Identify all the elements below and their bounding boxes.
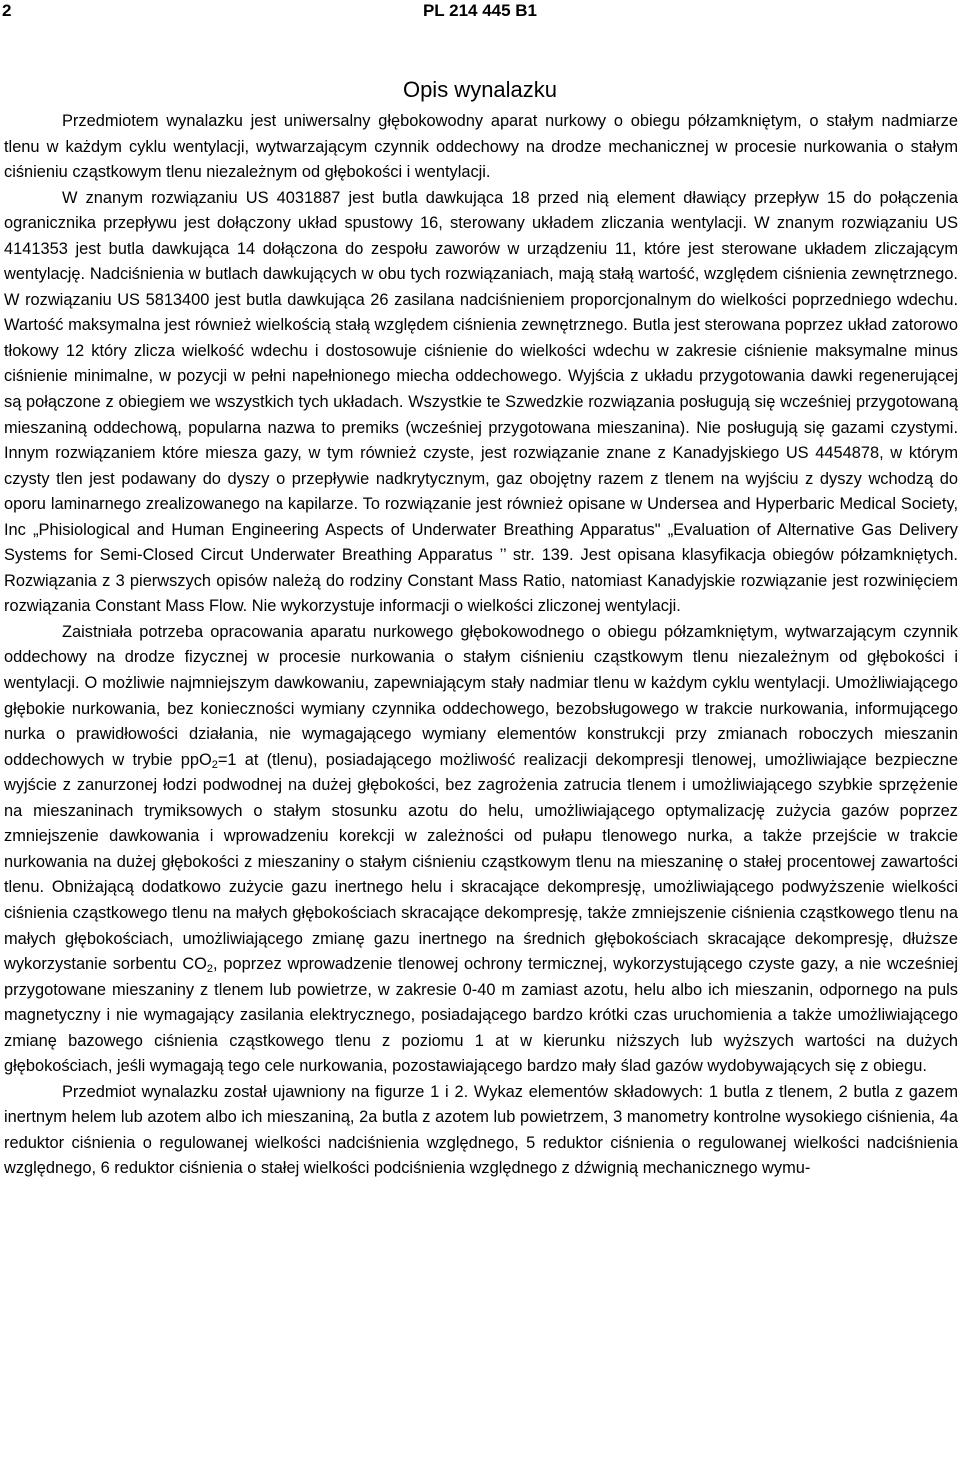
paragraph-need-part-1: Zaistniała potrzeba opracowania aparatu nurkowego głębokowodnego o obiegu półzamkniętym, wytwarzającym czynnik oddechowy na drodze fizycznej w procesie nurkowania o stałym ciśnieniu cząstkowym tlenu niezależnym od głębokości i wentylacji. O możliwie najmniejszym dawkowaniu, zapewniającym stały nadmiar tlenu w każdym cyklu wentylacji. Umożliwiającego głębokie nurkowania, bez konieczności wymiany czynnika oddechowego, bezobsługowego w trakcie nurkowania, informującego nurka o prawidłowości działania, nie wymagającego wymiany elementów konstrukcji przy zmianach roboczych mieszanin oddechowych w trybie ppO xyxy=(4,622,958,769)
document-body xyxy=(4,109,958,1182)
subscript-o2: 2 xyxy=(211,758,218,771)
page-number: 2 xyxy=(2,1,12,20)
paragraph-components: Przedmiot wynalazku został ujawniony na figurze 1 i 2. Wykaz elementów składowych: 1 butla z tlenem, 2 butla z gazem inertnym helem lub azotem albo ich mieszaniną, 2a butla z azotem lub powietrzem, 3 manometry kontrolne wysokiego ciśnienia, 4a reduktor ciśnienia o regulowanej wielkości nadciśnienia względnego, 5 reduktor ciśnienia o regulowanej wielkości nadciśnienia względnego, 6 reduktor ciśnienia o stałej wielkości podciśnienia względnego z dźwignią mechanicznego wymu- xyxy=(4,1082,958,1178)
paragraph-need-part-3: , poprzez wprowadzenie tlenowej ochrony termicznej, wykorzystującego czyste gazy, a nie wcześniej przygotowane mieszaniny z tlenem lub powietrze, w zakresie 0-40 m zamiast azotu, helu albo ich mieszanin, odpornego na puls magnetyczny i nie wymagający zasilania elektrycznego, posiadającego bardzo krótki czas uruchomienia a także umożliwiającego zmianę bazowego ciśnienia cząstkowego tlenu z poziomu 1 at w kierunku niższych lub wyższych wartości na dużych głębokościach, jeśli wymagają tego cele nurkowania, pozostawiającego bardzo mały ślad gazów wydobywających się z obiegu. xyxy=(4,955,958,1076)
paragraph-subject: Przedmiotem wynalazku jest uniwersalny głębokowodny aparat nurkowy o obiegu półzamkniętym, o stałym nadmiarze tlenu w każdym cyklu wentylacji, wytwarzającym czynnik oddechowy na drodze mechanicznej w procesie nurkowania o stałym ciśnieniu cząstkowym tlenu niezależnym od głębokości i wentylacji. xyxy=(4,112,958,182)
paragraph-need xyxy=(4,620,958,1080)
page-title: Opis wynalazku xyxy=(402,76,558,102)
paragraph-prior-art: W znanym rozwiązaniu US 4031887 jest butla dawkująca 18 przed nią element dławiący przepływ 15 do połączenia ogranicznika przepływu jest dołączony układ spustowy 16, sterowany układem zliczania wentylacji. W znanym rozwiązaniu US 4141353 jest butla dawkująca 14 dołączona do zespołu zaworów w urządzeniu 11, które jest sterowane układem zliczającym wentylację. Nadciśnienia w butlach dawkujących w obu tych rozwiązaniach, mają stałą wartość, względem ciśnienia zewnętrznego. W rozwiązaniu US 5813400 jest butla dawkująca 26 zasilana nadciśnieniem proporcjonalnym do wielkości poprzedniego wdechu. Wartość maksymalna jest również wielkością stałą względem ciśnienia zewnętrznego. Butla jest sterowana poprzez układ zatorowo tłokowy 12 który zlicza wielkość wdechu i dostosowuje ciśnienie do wielkości wdechu w zakresie ciśnienie maksymalne minus ciśnienie minimalne, w pozycji w pełni napełnionego miecha oddechowego. Wyjścia z układu przygotowania dawki regenerującej są połączone z obiegiem we wszystkich tych układach. Wszystkie te Szwedzkie rozwiązania posługują się wcześniej przygotowaną mieszaniną oddechową, popularna nazwa to premiks (wcześniej przygotowana mieszanina). Nie posługują się gazami czystymi. Innym rozwiązaniem które miesza gazy, w tym również czyste, jest rozwiązanie znane z Kanadyjskiego US 4454878, w którym czysty tlen jest podawany do dyszy o przepływie nadkrytycznym, gaz obojętny razem z tlenem na wyjściu z dyszy wchodzą do oporu laminarnego zrealizowanego na kapilarze. To rozwiązanie jest również opisane w Undersea and Hyperbaric Medical Society, Inc „Phisiological and Human Engineering Aspects of Underwater Breathing Apparatus" „Evaluation of Alternative Gas Delivery Systems for Semi-Closed Circut Underwater Breathing Apparatus ’’ str. 139. Jest opisana klasyfikacja obiegów półzamkniętych. Rozwiązania z 3 pierwszych opisów należą do rodziny Constant Mass Ratio, natomiast Kanadyjskie rozwiązanie jest rozwinięciem rozwiązania Constant Mass Flow. Nie wykorzystuje informacji o wielkości zliczonej wentylacji. xyxy=(4,188,958,616)
patent-number: PL 214 445 B1 xyxy=(422,1,538,20)
subscript-co2: 2 xyxy=(206,963,214,976)
paragraph-need-part-2: =1 at (tlenu), posiadającego możliwość realizacji dekompresji tlenowej, umożliwiające bezpieczne wyjście z zanurzonej łodzi podwodnej na dużej głębokości, bez zagrożenia zatrucia tlenem i umożliwiającego szybkie sprzężenie na mieszaninach trymiksowych o stałym stosunku azotu do helu, umożliwiającego optymalizację zużycia gazów poprzez zmniejszenie dawkowania i wprowadzeniu korekcji w zależności od pułapu tlenowego nurka, a także przejście w trakcie nurkowania na dużej głębokości z mieszaniny o stałym ciśnieniu cząstkowym tlenu na mieszaninę o stałej procentowej zawartości tlenu. Obniżającą dodatkowo zużycie gazu inertnego helu i skracające dekompresję, umożliwiającego podwyższenie wielkości ciśnienia cząstkowego tlenu na małych głębokościach skracające dekompresję, także zmniejszenie ciśnienia cząstkowego tlenu na małych głębokościach, umożliwiającego zmianę gazu inertnego na średnich głębokościach skracające dekompresję, dłuższe wykorzystanie sorbentu CO xyxy=(4,750,958,974)
